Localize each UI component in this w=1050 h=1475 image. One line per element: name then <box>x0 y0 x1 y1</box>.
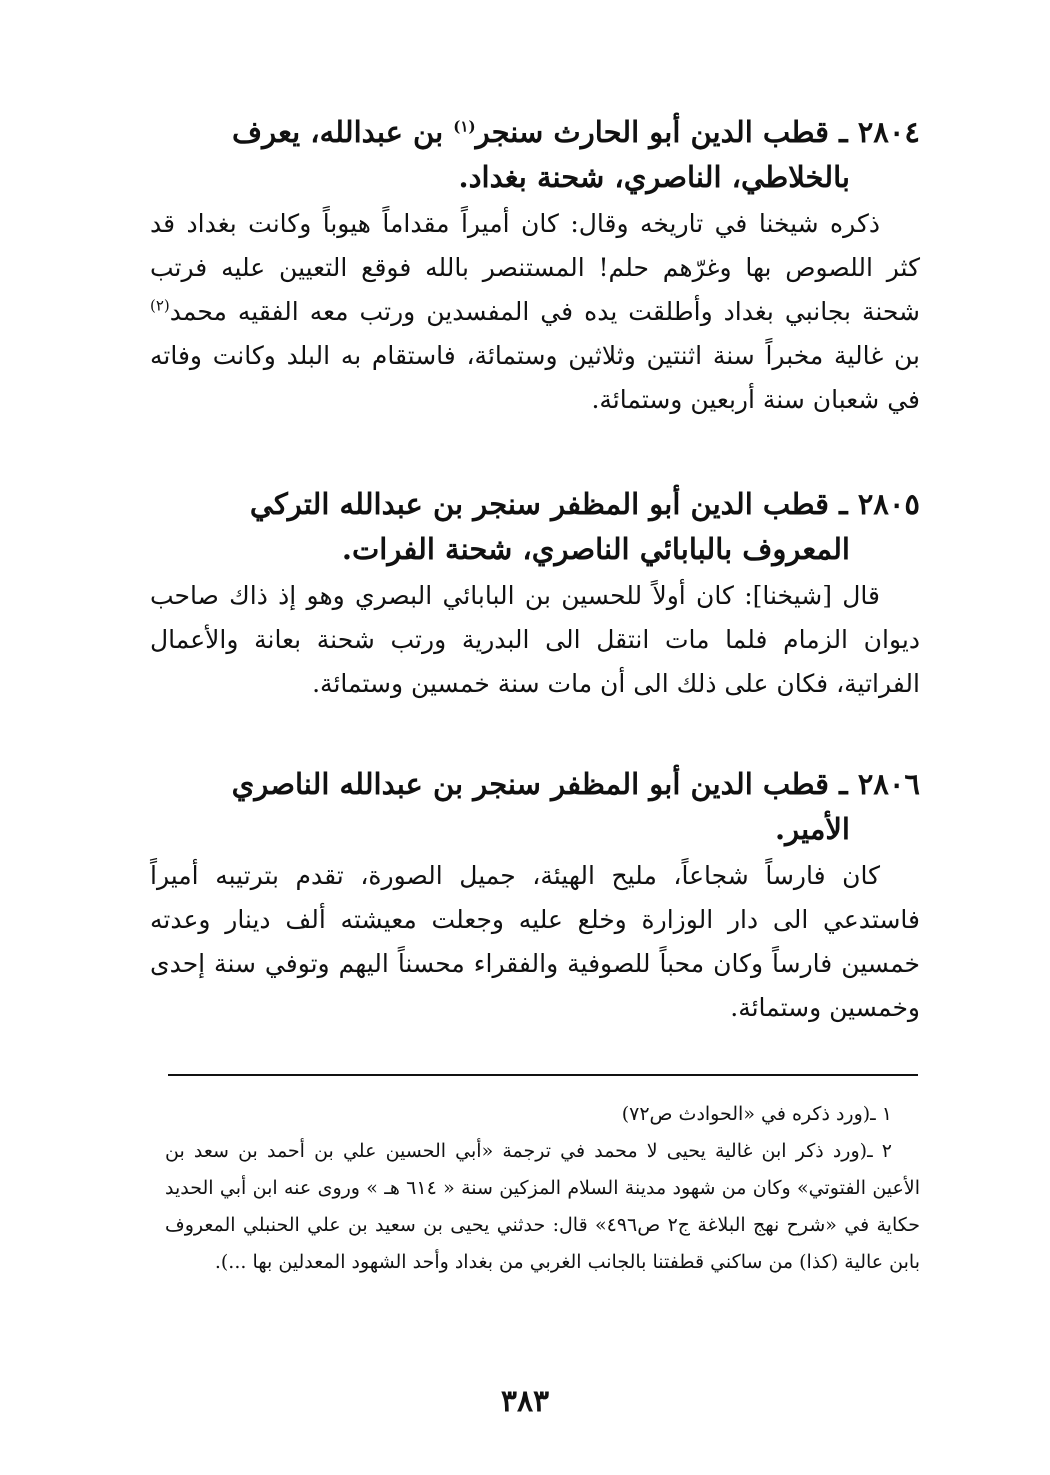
page-number: ٣٨٣ <box>500 1384 550 1419</box>
entry-2804 <box>150 110 920 422</box>
entry-heading <box>150 482 920 572</box>
entry-body: كان فارساً شجاعاً، مليح الهيئة، جميل الصورة، تقدم بترتيبه أميراً فاستدعي الى دار الوزارة وخلع عليه وجعلت معيشته ألف دينار وعدته خمسين فارساً وكان محباً للصوفية والفقراء محسناً اليهم وتوفي سنة إحدى وخمسين وستمائة. <box>150 861 920 1022</box>
entry-body: قال [شيخنا]: كان أولاً للحسين بن البابائي البصري وهو إذ ذاك صاحب ديوان الزمام فلما مات انتقل الى البدرية ورتب شحنة بعانة والأعمال الفراتية، فكان على ذلك الى أن مات سنة خمسين وستمائة. <box>150 581 920 698</box>
entry-number: ٢٨٠٥ ـ <box>839 487 920 521</box>
entry-heading-text-cont: بن عبدالله، يعرف بالخلاطي، الناصري، شحنة بغداد. <box>232 115 850 194</box>
entry-heading-text: قطب الدين أبو المظفر سنجر بن عبدالله التركي المعروف بالبابائي الناصري، شحنة الفرات. <box>249 487 850 566</box>
entry-2805 <box>150 482 920 706</box>
entry-2806 <box>150 762 920 1030</box>
entry-body-text-cont: بن غالية مخبراً سنة اثنتين وثلاثين وستمائة، فاستقام به البلد وكانت وفاته في شعبان سنة أربعين وستمائة. <box>150 341 920 414</box>
footnote-2: ٢ ـ(ورد ذكر ابن غالية يحيى لا محمد في ترجمة «أبي الحسين علي بن أحمد بن سعد بن الأعين الفتوتي» وكان من شهود مدينة السلام المزكين سنة « ٦١٤ هـ » وروى عنه ابن أبي الحديد حكاية في «شرح نهج البلاغة ج٢ ص٤٩٦» قال: حدثني يحيى بن سعيد بن علي الحنبلي المعروف بابن عالية (كذا) من ساكني قطفتنا بالجانب الغربي من بغداد وأحد الشهود المعدلين بها ...). <box>165 1140 921 1273</box>
footnote-1: ١ ـ(ورد ذكره في «الحوادث ص٧٢) <box>621 1103 892 1125</box>
entry-heading-text: قطب الدين أبو الحارث سنجر <box>475 115 829 149</box>
entry-body-text: ذكره شيخنا في تاريخه وقال: كان أميراً مقداماً هيوباً وكانت بغداد قد كثر اللصوص بها وغرّهم حلم! المستنصر بالله فوقع التعيين عليه فرتب شحنة بجانبي بغداد وأطلقت يده في المفسدين ورتب معه الفقيه محمد <box>150 209 920 326</box>
entry-heading <box>150 110 920 200</box>
entry-body <box>150 202 920 422</box>
footnote-ref-1[interactable]: (١) <box>453 117 476 136</box>
footnote-ref-2[interactable]: (٢) <box>150 296 170 315</box>
footnotes <box>165 1096 920 1281</box>
entry-heading <box>150 762 920 852</box>
entry-heading-text: قطب الدين أبو المظفر سنجر بن عبدالله الناصري الأمير. <box>231 767 850 846</box>
entry-number: ٢٨٠٦ ـ <box>839 767 920 801</box>
entry-number: ٢٨٠٤ ـ <box>839 115 920 149</box>
footnote-divider <box>168 1074 918 1076</box>
